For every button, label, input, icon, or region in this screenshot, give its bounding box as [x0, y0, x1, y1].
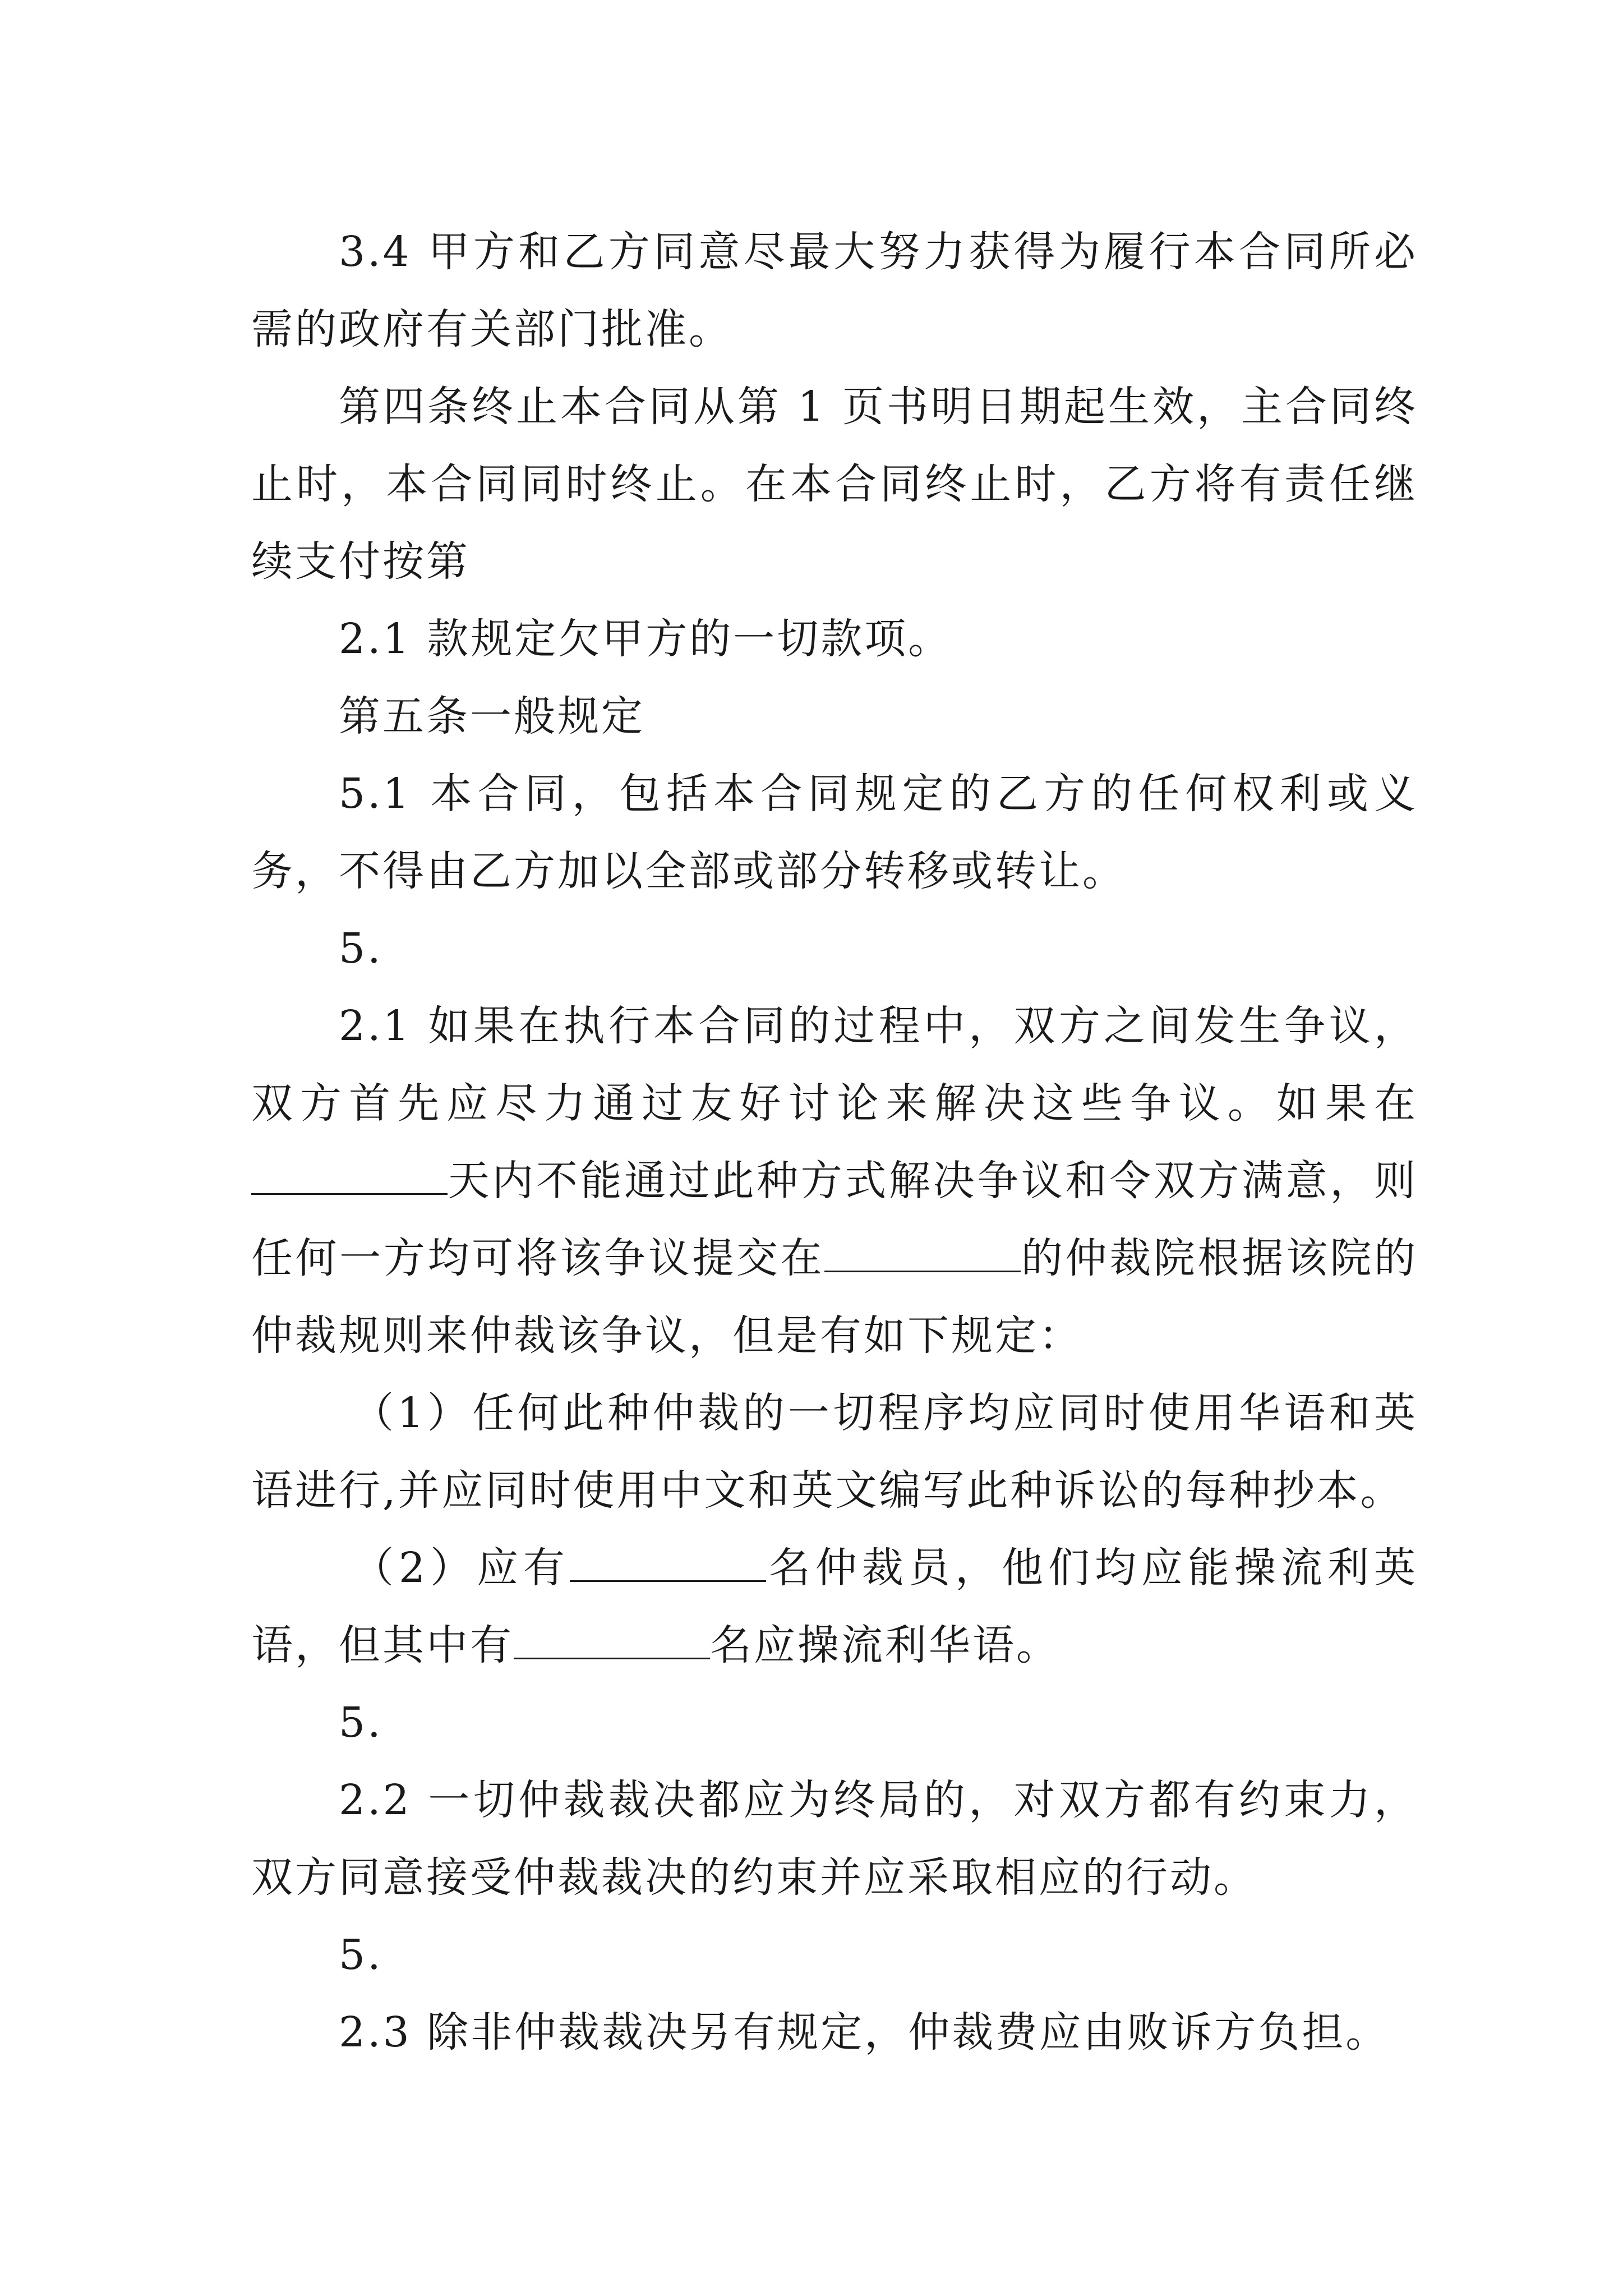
paragraph-text: 5. [339, 1699, 383, 1747]
fill-blank-chinese-speaker-count [514, 1616, 710, 1659]
paragraph-item-1 [251, 1374, 1418, 1529]
paragraph-2-2 [251, 1761, 1418, 1916]
paragraph-text: 2.3 除非仲裁裁决另有规定，仲裁费应由败诉方负担。 [339, 2008, 1390, 2056]
fill-blank-arbitration-venue [824, 1229, 1021, 1272]
paragraph-text: 3.4 甲方和乙方同意尽最大努力获得为履行本合同所必需的政府有关部门批准。 [251, 228, 1418, 353]
paragraph-text: 名仲裁员，他们均应能操流利英语，但其中有 [251, 1544, 1418, 1669]
paragraph-text: （2）应有 [352, 1544, 570, 1592]
heading-article-5 [251, 678, 1418, 755]
paragraph-section-number [251, 1916, 1418, 1994]
paragraph-text: 5. [339, 1931, 383, 1979]
paragraph-text: 名应操流利华语。 [710, 1621, 1060, 1669]
paragraph-2-3 [251, 1994, 1418, 2071]
paragraph-item-2 [251, 1529, 1418, 1684]
paragraph-text: 2.1 款规定欠甲方的一切款项。 [339, 615, 952, 663]
paragraph-text: 的仲裁院根据该院的仲裁规则来仲裁该争议，但是有如下规定： [251, 1234, 1418, 1360]
paragraph-2-1-dispute [251, 987, 1418, 1374]
paragraph-text: 第五条一般规定 [339, 692, 645, 740]
paragraph-text: 2.2 一切仲裁裁决都应为终局的，对双方都有约束力，双方同意接受仲裁裁决的约束并应采取相应的行动。 [251, 1776, 1418, 1902]
paragraph-text: （1）任何此种仲裁的一切程序均应同时使用华语和英语进行,并应同时使用中文和英文编写此种诉讼的每种抄本。 [251, 1389, 1418, 1515]
paragraph-text: 2.1 如果在执行本合同的过程中，双方之间发生争议，双方首先应尽力通过友好讨论来解决这些争议。如果在 [251, 1002, 1418, 1128]
paragraph-text: 5. [339, 924, 383, 973]
paragraph-text: 天内不能通过此种方式解决争议和令双方满意，则任何一方均可将该争议提交在 [251, 1157, 1418, 1282]
paragraph-text: 5.1 本合同，包括本合同规定的乙方的任何权利或义务，不得由乙方加以全部或部分转移或转让。 [251, 770, 1418, 895]
fill-blank-arbitrator-count [570, 1539, 766, 1582]
paragraph-3-4 [251, 213, 1418, 368]
paragraph-text: 第四条终止本合同从第 1 页书明日期起生效，主合同终止时，本合同同时终止。在本合同终止时，乙方将有责任继续支付按第 [251, 383, 1418, 586]
paragraph-section-number [251, 1684, 1418, 1761]
paragraph-section-number [251, 910, 1418, 987]
paragraph-article-4 [251, 368, 1418, 600]
fill-blank-days [251, 1152, 448, 1195]
document-body [251, 213, 1418, 2071]
paragraph-2-1-payment [251, 600, 1418, 678]
paragraph-5-1 [251, 755, 1418, 910]
